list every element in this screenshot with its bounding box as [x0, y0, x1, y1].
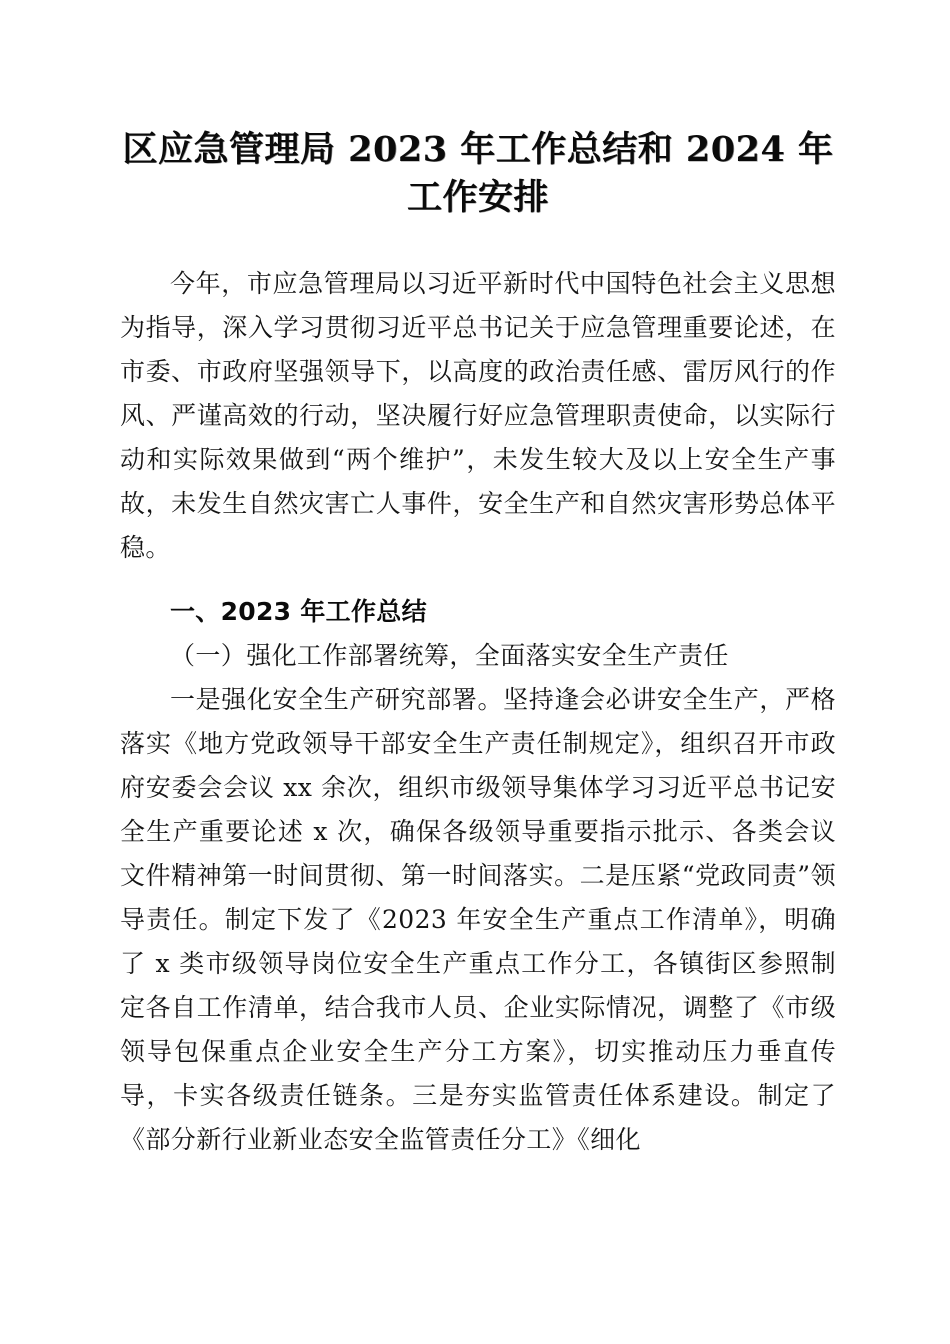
- subsection-body-work-deployment: 一是强化安全生产研究部署。坚持逢会必讲安全生产，严格落实《地方党政领导干部安全生产责任制规定》，组织召开市政府安委会会议 xx 余次，组织市级领导集体学习习近平总书记安全生产重要论述 x 次，确保各级领导重要指示批示、各类会议文件精神第一时间贯彻、第一时间落实。二是压紧“党政同责”领导责任。制定下发了《2023 年安全生产重点工作清单》，明确了 x 类市级领导岗位安全生产重点工作分工，各镇街区参照制定各自工作清单，结合我市人员、企业实际情况，调整了《市级领导包保重点企业安全生产分工方案》，切实推动压力垂直传导，卡实各级责任链条。三是夯实监管责任体系建设。制定了《部分新行业新业态安全监管责任分工》《细化: [120, 685, 836, 1154]
- lead-paragraph: 今年，市应急管理局以习近平新时代中国特色社会主义思想为指导，深入学习贯彻习近平总书记关于应急管理重要论述，在市委、市政府坚强领导下，以高度的政治责任感、雷厉风行的作风、严谨高效的行动，坚决履行好应急管理职责使命，以实际行动和实际效果做到“两个维护”，未发生较大及以上安全生产事故，未发生自然灾害亡人事件，安全生产和自然灾害形势总体平稳。: [120, 269, 836, 562]
- page-title: 区应急管理局 2023 年工作总结和 2024 年工作安排: [122, 129, 834, 218]
- page-text-column: [120, 0, 836, 1162]
- subsection-heading-work-deployment: （一）强化工作部署统筹，全面落实安全生产责任: [170, 641, 729, 670]
- section-heading-2023-summary: 一、2023 年工作总结: [170, 597, 427, 626]
